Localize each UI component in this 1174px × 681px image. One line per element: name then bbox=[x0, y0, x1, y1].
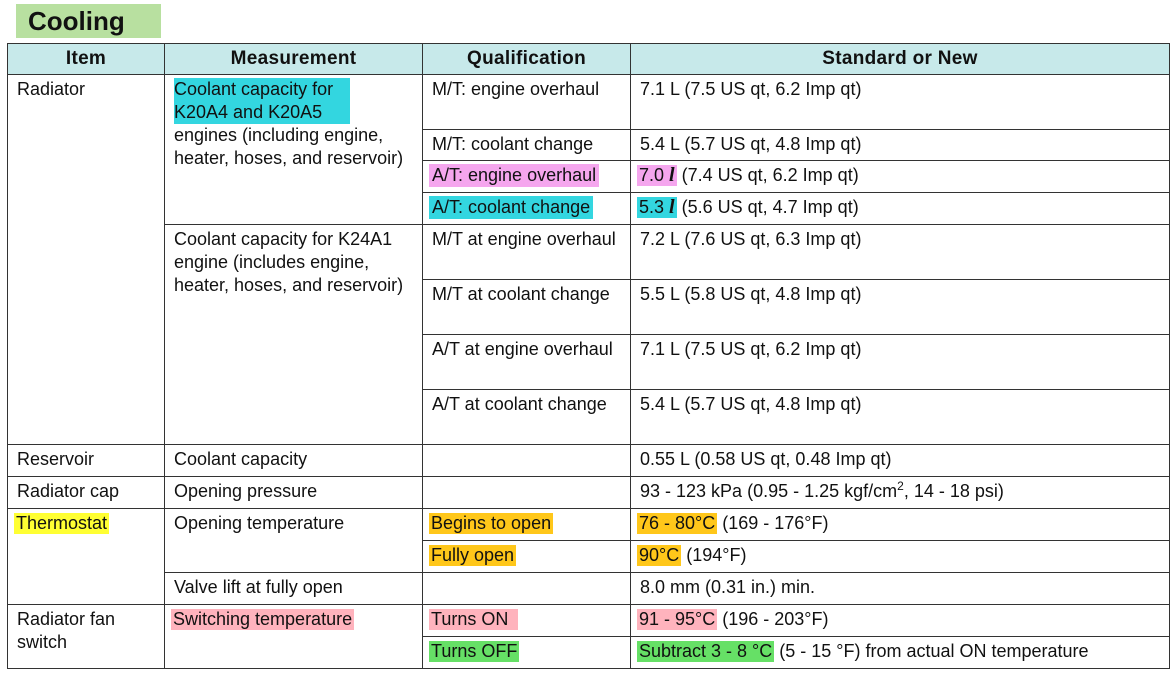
table-row bbox=[8, 605, 1170, 637]
qualification-cell: M/T at engine overhaul bbox=[423, 225, 631, 280]
qualification-cell bbox=[423, 541, 631, 573]
standard-rest: (196 - 203°F) bbox=[717, 609, 829, 629]
qualification-cell: M/T: coolant change bbox=[423, 130, 631, 161]
measurement-cell: Valve lift at fully open bbox=[165, 573, 423, 605]
table-row bbox=[8, 445, 1170, 477]
header-qualification: Qualification bbox=[423, 44, 631, 75]
measurement-cell: Coolant capacity for K24A1 engine (includes engine, heater, hoses, and reservoir) bbox=[165, 225, 423, 445]
qualification-cell bbox=[423, 573, 631, 605]
measurement-cell: Coolant capacity bbox=[165, 445, 423, 477]
qualification-highlight: Begins to open bbox=[431, 513, 552, 533]
item-cell: Radiator fan switch bbox=[8, 605, 165, 669]
standard-cell bbox=[631, 509, 1170, 541]
measurement-highlight: Coolant capacity for K20A4 and K20A5 bbox=[174, 78, 350, 124]
standard-text: , 14 - 18 psi) bbox=[903, 481, 1004, 501]
qualification-cell bbox=[423, 637, 631, 669]
header-row bbox=[8, 44, 1170, 75]
standard-cell bbox=[631, 541, 1170, 573]
liter-symbol: l bbox=[669, 196, 675, 218]
qualification-cell: A/T at coolant change bbox=[423, 390, 631, 445]
table-row bbox=[8, 573, 1170, 605]
standard-highlight: 91 - 95°C bbox=[639, 609, 716, 629]
qualification-highlight: A/T: coolant change bbox=[429, 196, 593, 219]
standard-cell: 5.5 L (5.8 US qt, 4.8 Imp qt) bbox=[631, 280, 1170, 335]
table-row bbox=[8, 477, 1170, 509]
superscript: 2 bbox=[897, 479, 904, 493]
header-standard: Standard or New bbox=[631, 44, 1170, 75]
qualification-cell bbox=[423, 445, 631, 477]
qualification-cell bbox=[423, 509, 631, 541]
standard-value: 5.3 bbox=[639, 197, 665, 217]
standard-value: 7.0 bbox=[639, 165, 665, 185]
table-row bbox=[8, 75, 1170, 130]
standard-cell: 5.4 L (5.7 US qt, 4.8 Imp qt) bbox=[631, 130, 1170, 161]
cooling-spec-table bbox=[7, 43, 1170, 669]
qualification-cell: M/T: engine overhaul bbox=[423, 75, 631, 130]
item-cell bbox=[8, 75, 165, 445]
standard-rest: (7.4 US qt, 6.2 Imp qt) bbox=[676, 165, 859, 185]
measurement-highlight: Switching temperature bbox=[173, 609, 353, 629]
measurement-cell bbox=[165, 75, 423, 225]
standard-highlight bbox=[637, 197, 677, 218]
header-measurement: Measurement bbox=[165, 44, 423, 75]
item-radiator: Radiator bbox=[17, 79, 86, 99]
qualification-cell: A/T at engine overhaul bbox=[423, 335, 631, 390]
header-item: Item bbox=[8, 44, 165, 75]
standard-highlight: 90°C bbox=[639, 545, 680, 565]
standard-rest: (169 - 176°F) bbox=[717, 513, 829, 533]
standard-highlight: Subtract 3 - 8 °C bbox=[639, 641, 773, 661]
qualification-highlight: Turns OFF bbox=[431, 641, 518, 661]
standard-highlight bbox=[637, 165, 677, 186]
standard-cell: 7.1 L (7.5 US qt, 6.2 Imp qt) bbox=[631, 75, 1170, 130]
item-cell bbox=[8, 509, 165, 605]
liter-symbol: l bbox=[669, 164, 675, 186]
standard-cell: 7.2 L (7.6 US qt, 6.3 Imp qt) bbox=[631, 225, 1170, 280]
measurement-cell: Opening pressure bbox=[165, 477, 423, 509]
measurement-cell bbox=[165, 605, 423, 669]
standard-rest: (5.6 US qt, 4.7 Imp qt) bbox=[676, 197, 859, 217]
measurement-text: engines (including engine, heater, hoses, and reservoir) bbox=[174, 125, 404, 168]
item-thermostat: Thermostat bbox=[16, 513, 108, 533]
item-cell: Radiator cap bbox=[8, 477, 165, 509]
standard-highlight: 76 - 80°C bbox=[639, 513, 716, 533]
standard-rest: (5 - 15 °F) from actual ON temperature bbox=[774, 641, 1089, 661]
standard-cell: 5.4 L (5.7 US qt, 4.8 Imp qt) bbox=[631, 390, 1170, 445]
qualification-cell bbox=[423, 477, 631, 509]
qualification-highlight: Fully open bbox=[431, 545, 515, 565]
standard-cell: 0.55 L (0.58 US qt, 0.48 Imp qt) bbox=[631, 445, 1170, 477]
standard-cell bbox=[631, 193, 1170, 225]
standard-cell bbox=[631, 477, 1170, 509]
section-title: Cooling bbox=[16, 4, 161, 38]
standard-cell bbox=[631, 637, 1170, 669]
standard-text: 93 - 123 kPa (0.95 - 1.25 kgf/cm bbox=[640, 481, 898, 501]
qualification-cell bbox=[423, 161, 631, 193]
standard-cell: 7.1 L (7.5 US qt, 6.2 Imp qt) bbox=[631, 335, 1170, 390]
standard-cell: 8.0 mm (0.31 in.) min. bbox=[631, 573, 1170, 605]
standard-cell bbox=[631, 605, 1170, 637]
table-row bbox=[8, 509, 1170, 541]
standard-rest: (194°F) bbox=[681, 545, 747, 565]
qualification-cell bbox=[423, 605, 631, 637]
qualification-highlight: A/T: engine overhaul bbox=[429, 164, 599, 187]
table-row bbox=[8, 225, 1170, 280]
qualification-highlight: Turns ON bbox=[429, 609, 518, 630]
standard-cell bbox=[631, 161, 1170, 193]
qualification-cell: M/T at coolant change bbox=[423, 280, 631, 335]
qualification-cell bbox=[423, 193, 631, 225]
measurement-cell: Opening temperature bbox=[165, 509, 423, 573]
item-cell: Reservoir bbox=[8, 445, 165, 477]
